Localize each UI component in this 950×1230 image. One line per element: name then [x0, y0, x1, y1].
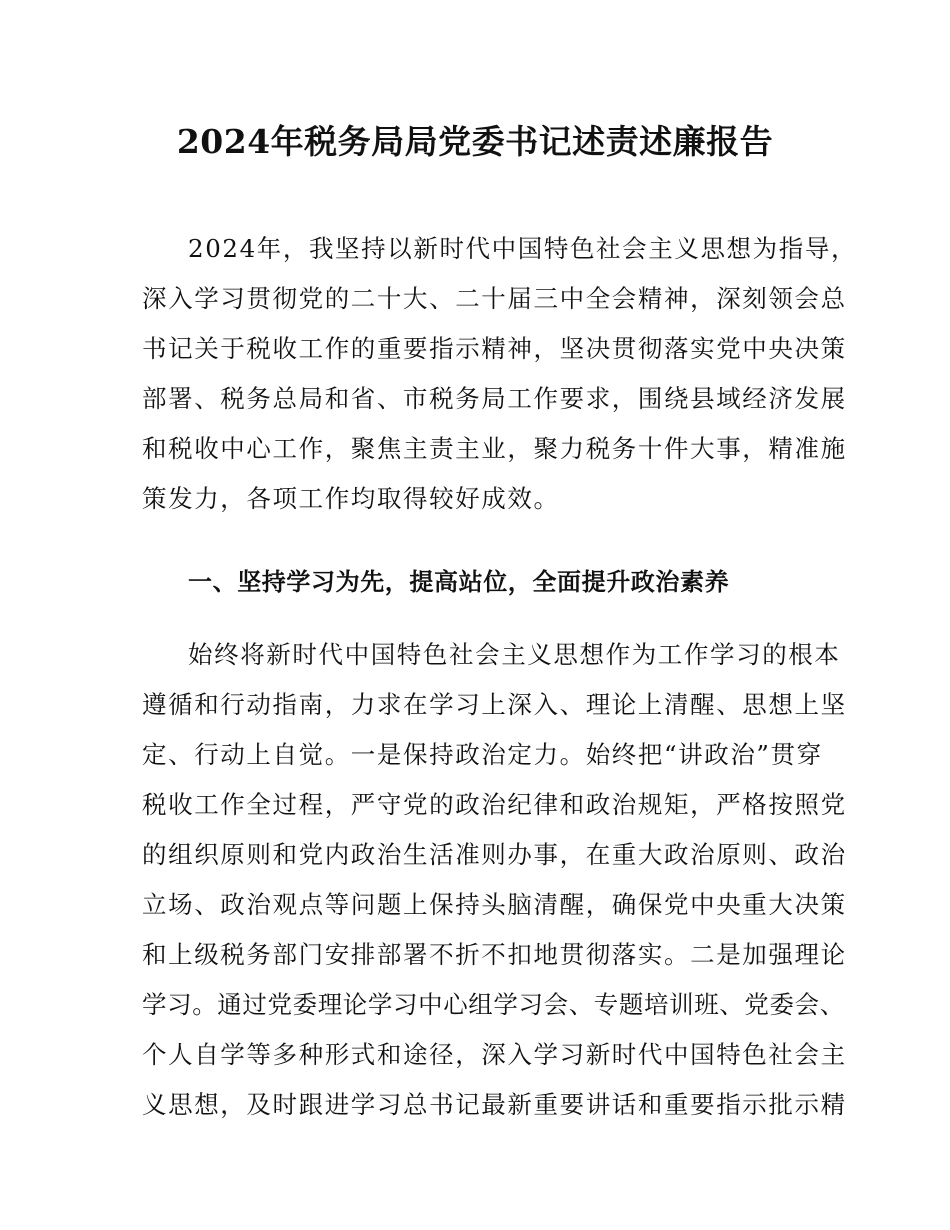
- paragraph-line: 部署、税务总局和省、市税务局工作要求，围绕县域经济发展: [142, 384, 847, 413]
- paragraph-line: 个人自学等多种形式和途径，深入学习新时代中国特色社会主: [142, 1040, 847, 1069]
- paragraph-line: 和税收中心工作，聚焦主责主业，聚力税务十件大事，精准施: [142, 434, 847, 463]
- paragraph-line: 始终将新时代中国特色社会主义思想作为工作学习的根本: [188, 640, 841, 669]
- paragraph-line: 书记关于税收工作的重要指示精神，坚决贯彻落实党中央决策: [142, 334, 847, 363]
- paragraph-line: 义思想，及时跟进学习总书记最新重要讲话和重要指示批示精: [142, 1090, 847, 1119]
- paragraph-line: 学习。通过党委理论学习中心组学习会、专题培训班、党委会、: [142, 990, 845, 1019]
- paragraph-line: 和上级税务部门安排部署不折不扣地贯彻落实。二是加强理论: [142, 940, 847, 969]
- document-title: 2024年税务局局党委书记述责述廉报告: [176, 122, 774, 161]
- section-heading: 一、坚持学习为先，提高站位，全面提升政治素养: [188, 568, 730, 596]
- paragraph-line: 遵循和行动指南，力求在学习上深入、理论上清醒、思想上坚: [142, 690, 847, 719]
- paragraph-line: 立场、政治观点等问题上保持头脑清醒，确保党中央重大决策: [142, 890, 847, 919]
- paragraph-line: 策发力，各项工作均取得较好成效。: [142, 484, 560, 513]
- paragraph-line: 定、行动上自觉。一是保持政治定力。始终把“讲政治”贯穿: [142, 740, 823, 769]
- paragraph-line: 的组织原则和党内政治生活准则办事，在重大政治原则、政治: [142, 840, 847, 869]
- paragraph-line: 税收工作全过程，严守党的政治纪律和政治规矩，严格按照党: [142, 790, 847, 819]
- paragraph-line: 深入学习贯彻党的二十大、二十届三中全会精神，深刻领会总: [142, 284, 847, 313]
- paragraph-line: 2024年，我坚持以新时代中国特色社会主义思想为指导，: [188, 234, 858, 263]
